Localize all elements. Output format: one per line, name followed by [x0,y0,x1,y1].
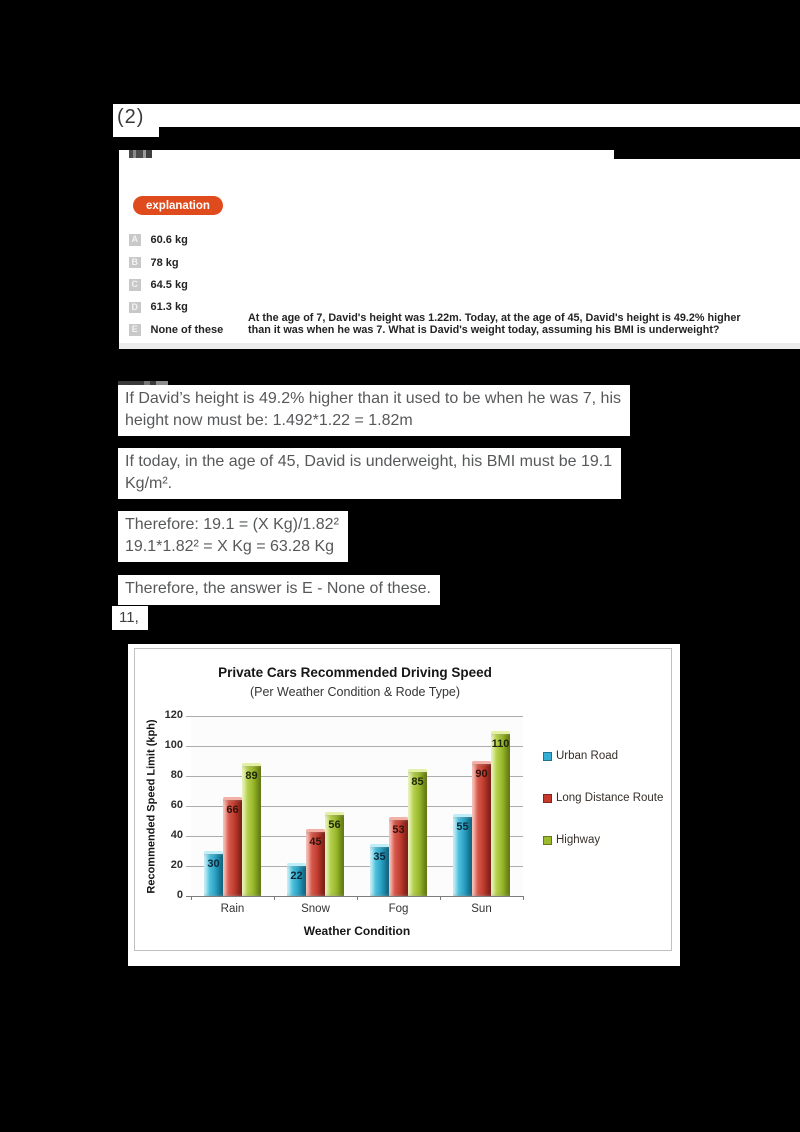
y-tick-label: 0 [176,888,183,901]
question-text-line1: At the age of 7, David's height was 1.22m. Today, at the age of 45, David's height is 49.2% higher [248,312,741,324]
paragraph-line: Therefore, the answer is E - None of these. [125,580,431,597]
chart-card [128,644,680,966]
option-text: 60.6 kg [150,234,188,247]
y-gridline [186,746,523,747]
legend-item [543,791,668,806]
explanation-paragraph-1 [118,385,630,436]
item-11-label: 11, [112,606,148,630]
category-label: Snow [301,903,330,915]
y-tick-label: 20 [170,858,183,871]
option-text: 78 kg [150,256,179,269]
bar-long-distance-route-sun [472,761,491,896]
bar-value-label: 85 [411,775,424,788]
explanation-paragraph-4 [118,575,440,605]
bar-highway-sun [491,731,510,896]
paragraph-line: Kg/m². [125,474,173,492]
x-axis-tick [440,896,441,900]
legend-item [543,749,668,764]
y-gridline [186,716,523,717]
question-text-line2: than it was when he was 7. What is David's weight today, assuming his BMI is underweight? [248,324,720,337]
bar-urban-road-fog [370,844,389,897]
bar-value-label: 56 [328,819,341,831]
answer-option-b[interactable] [129,251,223,273]
bar-value-label: 55 [456,820,469,833]
option-text: 64.5 kg [150,278,188,291]
category-label: Rain [220,903,245,915]
bar-urban-road-sun [453,814,472,897]
answer-option-e[interactable] [129,319,223,341]
section-2-label: (2) [117,106,145,128]
option-letter-badge: E [129,324,141,336]
legend-label: Long Distance Route [556,792,664,804]
y-axis-label: Recommended Speed Limit (kph) [145,719,158,894]
bar-highway-snow [325,812,344,896]
answer-option-d[interactable] [129,296,223,318]
y-tick-label: 80 [170,768,183,781]
x-axis-line [186,896,523,897]
bar-value-label: 110 [491,738,510,750]
category-label: Fog [388,903,409,915]
option-letter-badge: C [129,279,141,291]
paragraph-line: If David’s height is 49.2% higher than it used to be when he was 7, his [125,390,622,407]
question-card-footer-bar [119,343,800,349]
x-axis-tick [191,896,192,900]
redaction-notch [614,150,800,159]
bar-long-distance-route-fog [389,817,408,897]
option-text: None of these [150,323,224,336]
bar-long-distance-route-rain [223,797,242,896]
y-tick-label: 100 [164,738,183,751]
bar-urban-road-rain [204,851,223,896]
plot-area [164,708,523,915]
answer-options [129,229,223,341]
bar-highway-rain [242,763,261,897]
x-axis-label: Weather Condition [303,924,411,938]
bar-long-distance-route-snow [306,829,325,897]
bar-value-label: 35 [373,850,386,863]
category-label: Sun [471,903,492,915]
legend-marker-icon [543,752,552,761]
cropped-question-badge [129,150,152,158]
y-tick-label: 60 [170,798,183,811]
chart-subtitle: (Per Weather Condition & Rode Type) [249,685,461,699]
paragraph-line: height now must be: 1.492*1.22 = 1.82m [125,411,413,429]
option-letter-badge: B [129,257,141,269]
option-letter-badge: D [129,302,141,314]
legend-marker-icon [543,836,552,845]
bar-value-label: 45 [309,835,322,848]
question-text [248,312,800,337]
y-tick-label: 40 [170,828,183,841]
legend-label: Highway [556,834,601,846]
bar-value-label: 53 [392,823,405,836]
legend-label: Urban Road [556,750,619,762]
chart-frame [134,648,672,951]
bar-urban-road-snow [287,863,306,896]
option-letter-badge: A [129,234,141,246]
bar-value-label: 30 [207,858,220,870]
legend-item [543,833,668,848]
paragraph-line: 19.1*1.82² = X Kg = 63.28 Kg [125,537,335,555]
answer-option-c[interactable] [129,274,223,296]
bar-value-label: 22 [290,870,303,882]
x-axis-tick [274,896,275,900]
chart-legend [543,749,668,879]
legend-marker-icon [543,794,552,803]
explanation-paragraph-2 [118,448,621,499]
paragraph-line: If today, in the age of 45, David is underweight, his BMI must be 19.1 [125,453,613,470]
explanation-paragraph-3 [118,511,348,562]
x-axis-tick [357,896,358,900]
bar-value-label: 66 [226,804,239,816]
option-text: 61.3 kg [150,301,188,314]
explanation-button[interactable]: explanation [133,196,223,215]
bar-highway-fog [408,769,427,897]
chart-title: Private Cars Recommended Driving Speed [218,665,492,680]
answer-option-a[interactable] [129,229,223,251]
x-axis-tick [523,896,524,900]
bar-value-label: 89 [245,769,258,782]
paragraph-line: Therefore: 19.1 = (X Kg)/1.82² [125,516,339,533]
y-tick-label: 120 [164,708,183,721]
bar-value-label: 90 [475,768,488,780]
top-strip [113,104,800,127]
